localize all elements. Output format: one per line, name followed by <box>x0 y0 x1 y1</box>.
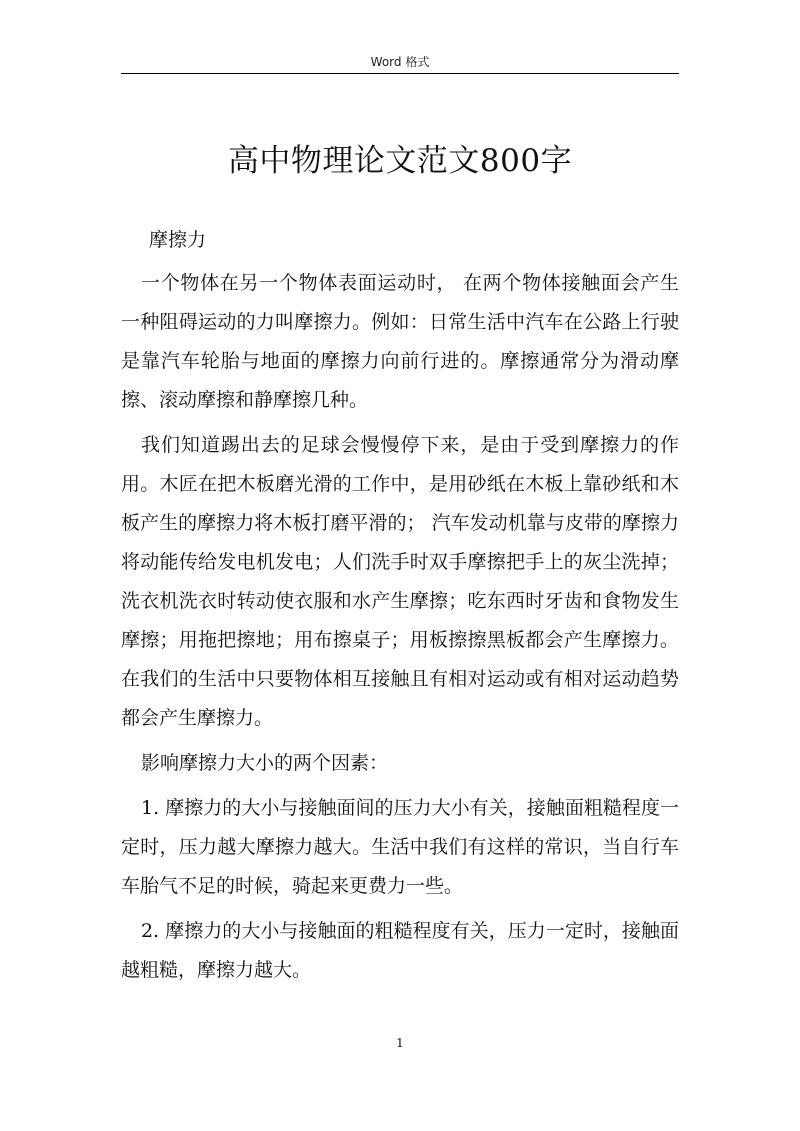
paragraph-factors-intro: 影响摩擦力大小的两个因素： <box>141 752 389 774</box>
page-header-label: Word 格式 <box>370 55 430 69</box>
document-body <box>121 221 679 996</box>
document-title: 高中物理论文范文800字 <box>227 142 573 179</box>
paragraph-definition: 一个物体在另一个物体表面运动时， 在两个物体接触面会产生一种阻碍运动的力叫摩擦力。例如：日常生活中汽车在公路上行驶是靠汽车轮胎与地面的摩擦力向前行进的。摩擦通常分为滑动摩擦、滚动摩擦和静摩擦几种。 <box>121 272 679 411</box>
page-number: 1 <box>396 1036 404 1050</box>
paragraph-factor-two: 2. 摩擦力的大小与接触面的粗糙程度有关，压力一定时，接触面越粗糙，摩擦力越大。 <box>121 920 679 981</box>
header-divider <box>121 73 679 74</box>
paragraph-examples: 我们知道踢出去的足球会慢慢停下来，是由于受到摩擦力的作用。木匠在把木板磨光滑的工作中，是用砂纸在木板上靠砂纸和木板产生的摩擦力将木板打磨平滑的； 汽车发动机靠与皮带的摩擦力将动能传给发电机发电；人们洗手时双手摩擦把手上的灰尘洗掉；洗衣机洗衣时转动使衣服和水产生摩擦；吃东西时牙齿和食物发生摩擦；用拖把擦地；用布擦桌子；用板擦擦黑板都会产生摩擦力。在我们的生活中只要物体相互接触且有相对运动或有相对运动趋势都会产生摩擦力。 <box>121 434 679 729</box>
paragraph-factor-one: 1. 摩擦力的大小与接触面间的压力大小有关，接触面粗糙程度一定时，压力越大摩擦力越大。生活中我们有这样的常识，当自行车车胎气不足的时候，骑起来更费力一些。 <box>121 797 679 897</box>
section-heading: 摩擦力 <box>149 229 207 251</box>
